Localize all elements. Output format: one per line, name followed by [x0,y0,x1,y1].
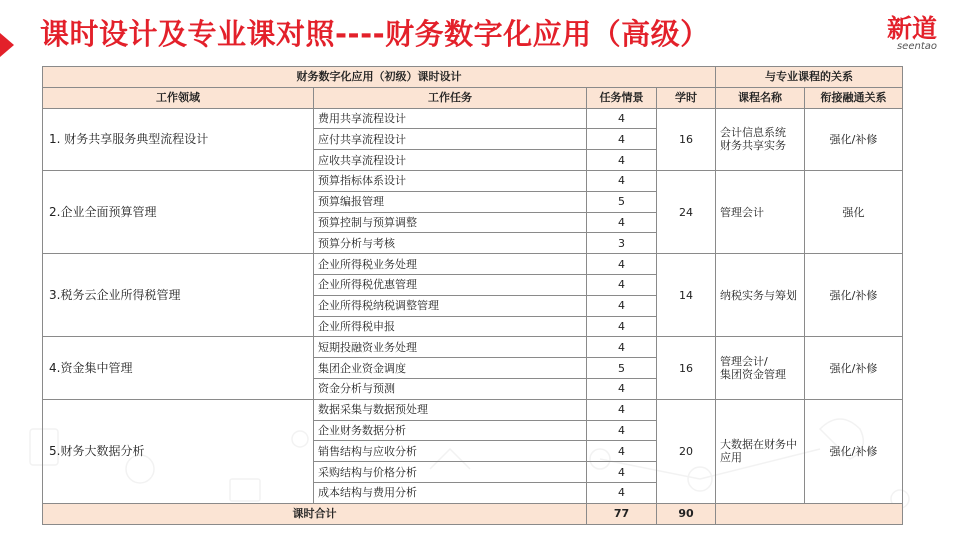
task-cell: 销售结构与应收分析 [314,441,587,462]
col-header-scenario: 任务情景 [587,87,657,108]
task-cell: 预算控制与预算调整 [314,212,587,233]
task-cell: 企业所得税申报 [314,316,587,337]
hours-cell: 20 [657,399,716,503]
task-cell: 数据采集与数据预处理 [314,399,587,420]
course-name-cell: 纳税实务与筹划 [716,254,805,337]
total-label-cell: 课时合计 [43,503,587,524]
scenario-count-cell: 4 [587,441,657,462]
task-cell: 预算分析与考核 [314,233,587,254]
course-name-cell: 会计信息系统 财务共享实务 [716,108,805,170]
title-accent-triangle [0,33,14,57]
col-header-domain: 工作领域 [43,87,314,108]
page-title: 课时设计及专业课对照----财务数字化应用（高级） [40,17,710,51]
relation-cell: 强化/补修 [805,337,903,399]
task-cell: 资金分析与预测 [314,378,587,399]
task-cell: 费用共享流程设计 [314,108,587,129]
scenario-count-cell: 3 [587,233,657,254]
hours-cell: 14 [657,254,716,337]
table-row [43,108,903,129]
scenario-count-cell: 4 [587,150,657,171]
scenario-count-cell: 4 [587,254,657,275]
task-cell: 成本结构与费用分析 [314,482,587,503]
scenario-count-cell: 4 [587,274,657,295]
course-name-cell: 管理会计 [716,170,805,253]
total-row [43,503,903,524]
scenario-count-cell: 4 [587,108,657,129]
domain-name-cell: 4.资金集中管理 [43,337,314,399]
table-row [43,337,903,358]
domain-name-cell: 1. 财务共享服务典型流程设计 [43,108,314,170]
domain-name-cell: 3.税务云企业所得税管理 [43,254,314,337]
total-hours-cell: 90 [657,503,716,524]
scenario-count-cell: 4 [587,399,657,420]
col-header-task: 工作任务 [314,87,587,108]
total-empty-cell [716,503,903,524]
task-cell: 企业所得税优惠管理 [314,274,587,295]
relation-cell: 强化/补修 [805,399,903,503]
scenario-count-cell: 5 [587,358,657,379]
relation-cell: 强化 [805,170,903,253]
scenario-count-cell: 4 [587,462,657,483]
table-row [43,399,903,420]
task-cell: 短期投融资业务处理 [314,337,587,358]
scenario-count-cell: 4 [587,316,657,337]
logo-text-en: seentao [896,41,937,52]
task-cell: 企业所得税纳税调整管理 [314,295,587,316]
scenario-count-cell: 4 [587,420,657,441]
scenario-count-cell: 4 [587,212,657,233]
scenario-count-cell: 4 [587,129,657,150]
task-cell: 预算指标体系设计 [314,170,587,191]
hours-cell: 24 [657,170,716,253]
col-header-relation: 衔接融通关系 [805,87,903,108]
task-cell: 预算编报管理 [314,191,587,212]
logo-text-cn: 新道 [886,14,937,43]
hours-cell: 16 [657,337,716,399]
col-header-course: 课程名称 [716,87,805,108]
course-name-cell: 大数据在财务中应用 [716,399,805,503]
table-row [43,254,903,275]
group-header-left: 财务数字化应用（初级）课时设计 [43,67,716,88]
curriculum-table [42,66,903,525]
hours-cell: 16 [657,108,716,170]
scenario-count-cell: 4 [587,337,657,358]
scenario-count-cell: 4 [587,482,657,503]
relation-cell: 强化/补修 [805,254,903,337]
task-cell: 企业财务数据分析 [314,420,587,441]
task-cell: 应付共享流程设计 [314,129,587,150]
task-cell: 采购结构与价格分析 [314,462,587,483]
task-cell: 企业所得税业务处理 [314,254,587,275]
domain-name-cell: 5.财务大数据分析 [43,399,314,503]
course-name-cell: 管理会计/ 集团资金管理 [716,337,805,399]
scenario-count-cell: 4 [587,170,657,191]
table-row [43,170,903,191]
domain-name-cell: 2.企业全面预算管理 [43,170,314,253]
scenario-count-cell: 4 [587,295,657,316]
task-cell: 集团企业资金调度 [314,358,587,379]
brand-logo [887,16,937,52]
scenario-count-cell: 4 [587,378,657,399]
col-header-hours: 学时 [657,87,716,108]
group-header-right: 与专业课程的关系 [716,67,903,88]
total-count-cell: 77 [587,503,657,524]
relation-cell: 强化/补修 [805,108,903,170]
task-cell: 应收共享流程设计 [314,150,587,171]
scenario-count-cell: 5 [587,191,657,212]
